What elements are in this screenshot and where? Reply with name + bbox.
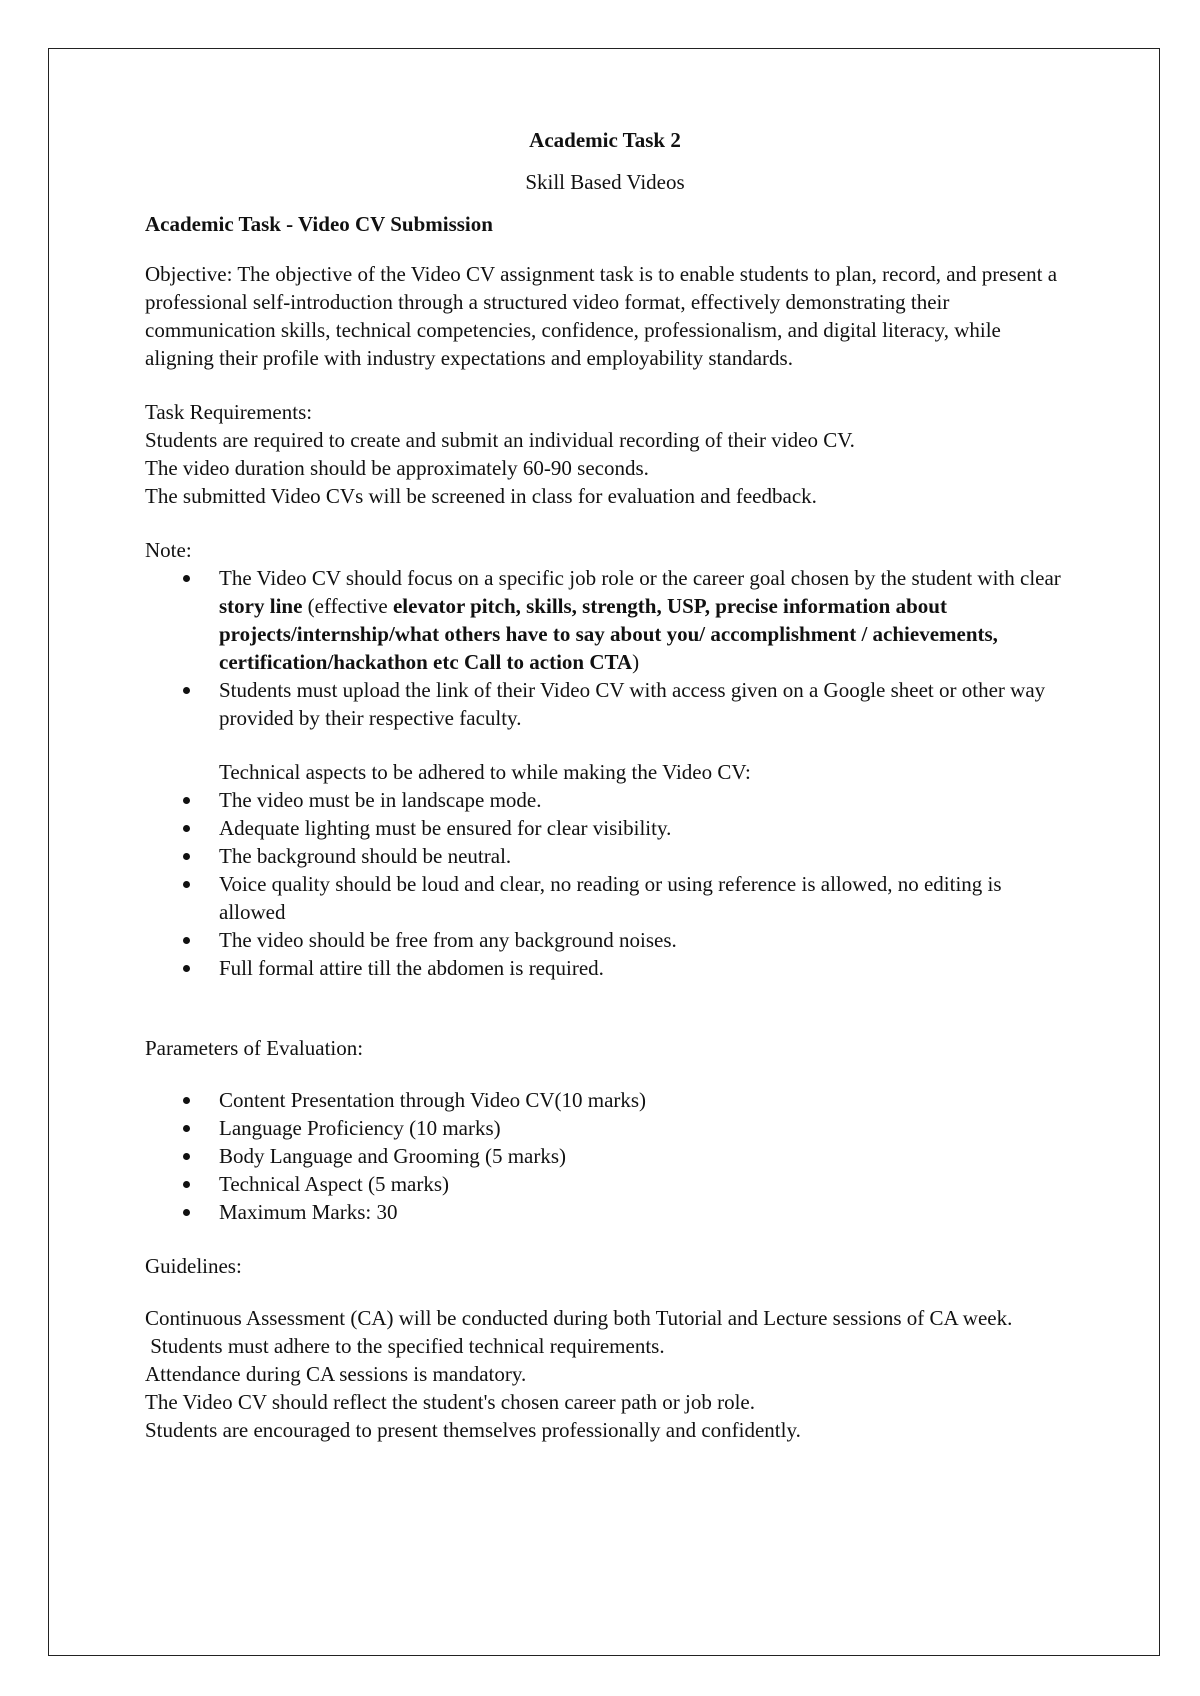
note-section [145,536,1065,732]
list-item: The video should be free from any background noises. [145,926,1065,954]
note-list [145,564,1065,732]
bullet-icon [183,965,190,972]
evaluation-label: Parameters of Evaluation: [145,1036,364,1060]
evaluation-list [145,1086,1065,1226]
guidelines-label: Guidelines: [145,1254,242,1278]
bullet-icon [183,853,190,860]
guideline-line: Attendance during CA sessions is mandatory. [145,1362,527,1386]
section-heading: Academic Task - Video CV Submission [145,212,493,236]
bullet-icon [183,575,190,582]
list-item: Body Language and Grooming (5 marks) [145,1142,1065,1170]
bullet-icon [183,1125,190,1132]
evaluation-section [145,1034,1065,1226]
list-item: Adequate lighting must be ensured for clear visibility. [145,814,1065,842]
requirement-line: Students are required to create and submit an individual recording of their video CV. [145,428,855,452]
list-item: The background should be neutral. [145,842,1065,870]
task-requirements-label: Task Requirements: [145,400,313,424]
list-item: Voice quality should be loud and clear, no reading or using reference is allowed, no editing is allowed [145,870,1065,926]
requirement-line: The submitted Video CVs will be screened in class for evaluation and feedback. [145,484,817,508]
list-item: Technical Aspect (5 marks) [145,1170,1065,1198]
bullet-icon [183,797,190,804]
technical-list [145,786,1065,982]
list-item: Students must upload the link of their Video CV with access given on a Google sheet or other way provided by their respective faculty. [145,676,1065,732]
guideline-line: Students are encouraged to present themselves professionally and confidently. [145,1418,801,1442]
technical-section [145,758,1065,982]
document-body [145,126,1065,1444]
guideline-line: The Video CV should reflect the student's chosen career path or job role. [145,1390,755,1414]
bullet-icon [183,1209,190,1216]
guideline-line: Continuous Assessment (CA) will be conducted during both Tutorial and Lecture sessions of CA week. [145,1306,1013,1330]
bullet-icon [183,937,190,944]
note-label: Note: [145,538,192,562]
requirement-line: The video duration should be approximately 60-90 seconds. [145,456,649,480]
list-item: Language Proficiency (10 marks) [145,1114,1065,1142]
bullet-icon [183,825,190,832]
list-item: The Video CV should focus on a specific job role or the career goal chosen by the student with clear story line (effective elevator pitch, skills, strength, USP, precise information about projects/internship/what others have to say about you/ accomplishment / achievements, certification/hackathon etc Call to action CTA) [145,564,1065,676]
guideline-line: Students must adhere to the specified technical requirements. [145,1334,665,1358]
list-item: Full formal attire till the abdomen is required. [145,954,1065,982]
document-title: Academic Task 2 [529,128,681,152]
bullet-icon [183,1097,190,1104]
guidelines-section [145,1252,1065,1444]
list-item: The video must be in landscape mode. [145,786,1065,814]
list-item: Content Presentation through Video CV(10 marks) [145,1086,1065,1114]
document-subtitle: Skill Based Videos [525,170,685,194]
bullet-icon [183,1153,190,1160]
bullet-icon [183,687,190,694]
technical-label: Technical aspects to be adhered to while making the Video CV: [219,760,751,784]
bullet-icon [183,881,190,888]
task-requirements [145,398,1065,510]
bullet-icon [183,1181,190,1188]
list-item: Maximum Marks: 30 [145,1198,1065,1226]
objective-paragraph: Objective: The objective of the Video CV assignment task is to enable students to plan, record, and present a professional self-introduction through a structured video format, effectively demonstrating their communication skills, technical competencies, confidence, professionalism, and digital literacy, while aligning their profile with industry expectations and employability standards. [145,262,1058,370]
